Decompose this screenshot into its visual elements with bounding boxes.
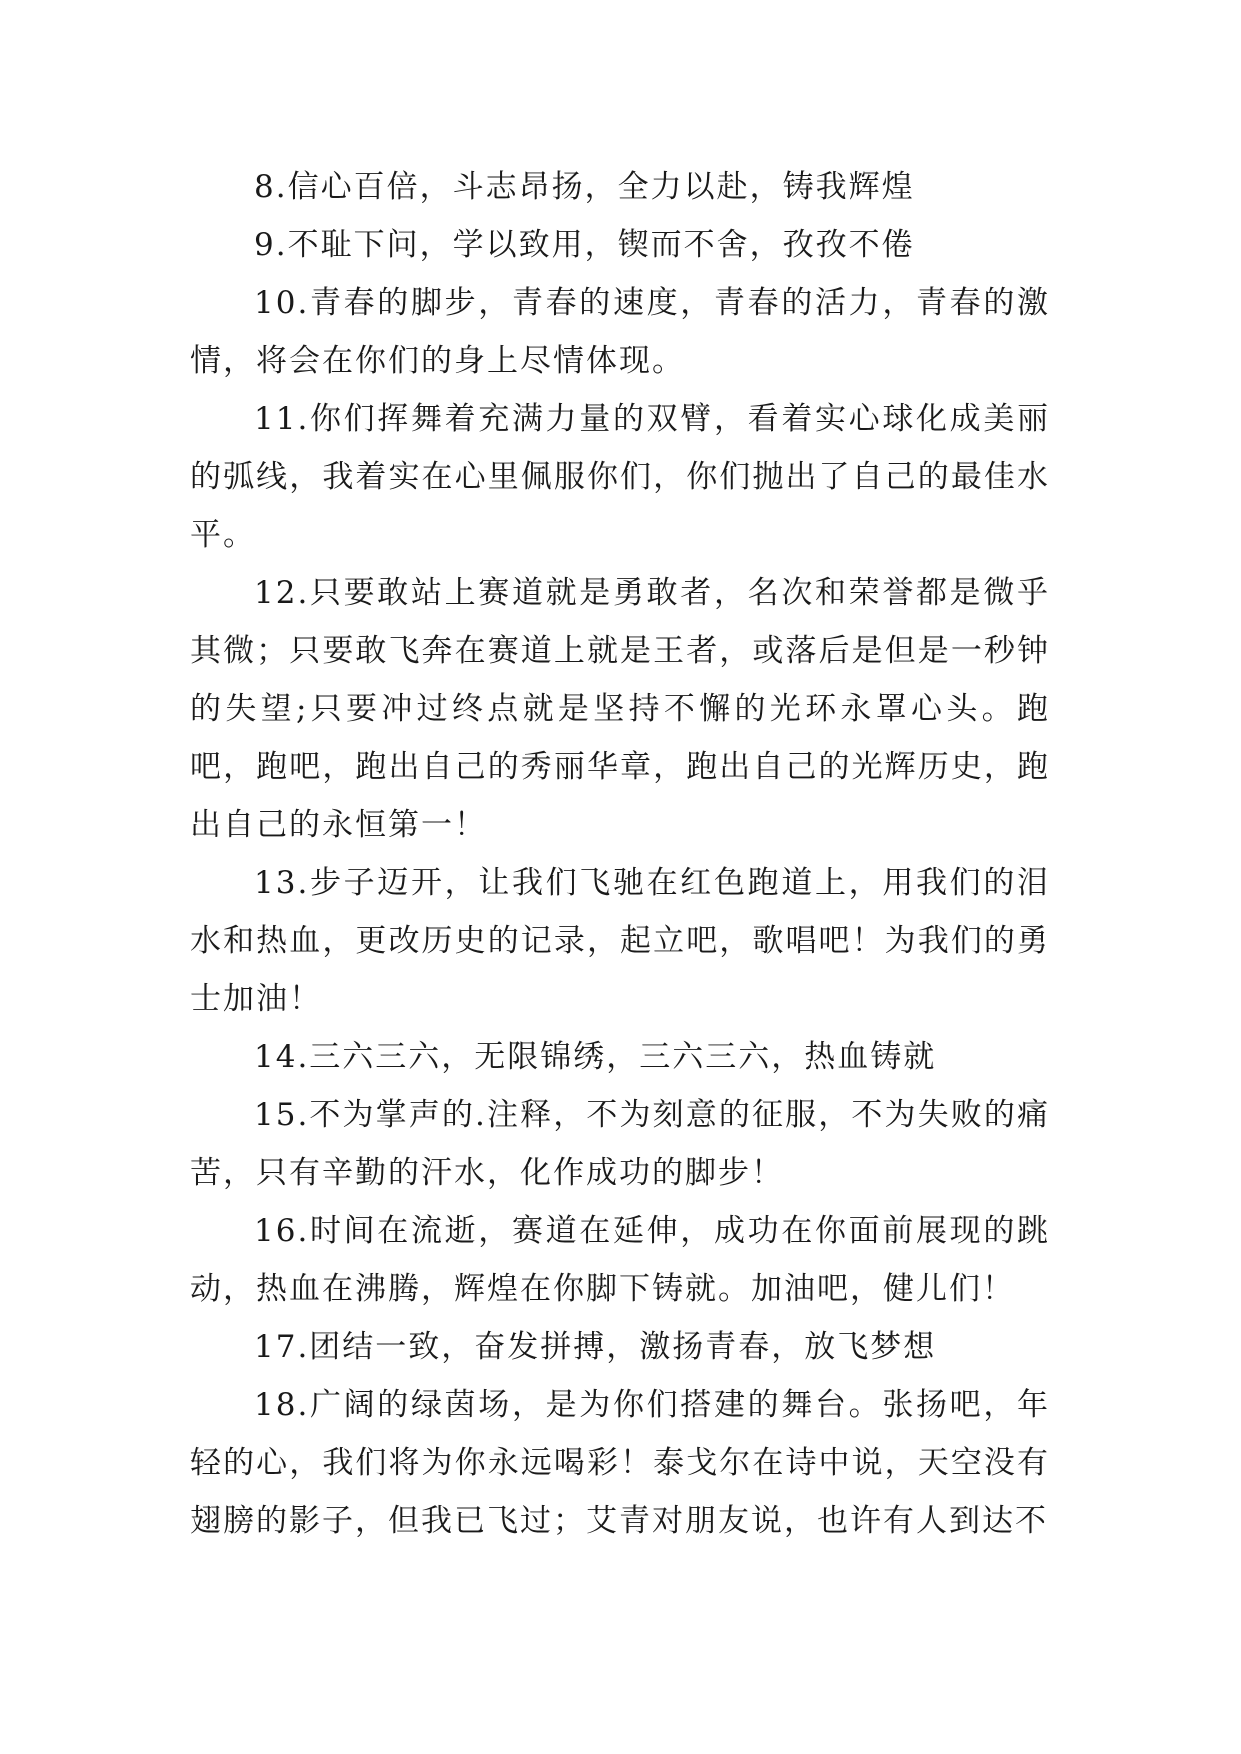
document-body [190,158,1050,1550]
paragraph-10: 10.青春的脚步，青春的速度，青春的活力，青春的激情，将会在你们的身上尽情体现。 [190,285,1050,379]
paragraph-14: 14.三六三六，无限锦绣，三六三六，热血铸就 [254,1039,937,1075]
paragraph-16: 16.时间在流逝，赛道在延伸，成功在你面前展现的跳动，热血在沸腾，辉煌在你脚下铸就。加油吧，健儿们！ [190,1213,1050,1307]
paragraph-9: 9.不耻下问，学以致用，锲而不舍，孜孜不倦 [254,227,915,263]
paragraph-15: 15.不为掌声的.注释，不为刻意的征服，不为失败的痛苦，只有辛勤的汗水，化作成功的脚步！ [190,1097,1050,1191]
paragraph-11: 11.你们挥舞着充满力量的双臂，看着实心球化成美丽的弧线，我着实在心里佩服你们，你们抛出了自己的最佳水平。 [190,401,1050,553]
paragraph-12: 12.只要敢站上赛道就是勇敢者，名次和荣誉都是微乎其微；只要敢飞奔在赛道上就是王者，或落后是但是一秒钟的失望;只要冲过终点就是坚持不懈的光环永罩心头。跑吧，跑吧，跑出自己的秀丽华章，跑出自己的光辉历史，跑出自己的永恒第一！ [190,575,1050,843]
paragraph-13: 13.步子迈开，让我们飞驰在红色跑道上，用我们的泪水和热血，更改历史的记录，起立吧，歌唱吧！为我们的勇士加油！ [190,865,1050,1017]
paragraph-18: 18.广阔的绿茵场，是为你们搭建的舞台。张扬吧，年轻的心，我们将为你永远喝彩！泰戈尔在诗中说，天空没有翅膀的影子，但我已飞过；艾青对朋友说，也许有人到达不 [190,1387,1050,1539]
paragraph-8: 8.信心百倍，斗志昂扬，全力以赴，铸我辉煌 [254,169,915,205]
paragraph-17: 17.团结一致，奋发拼搏，激扬青春，放飞梦想 [254,1329,937,1365]
